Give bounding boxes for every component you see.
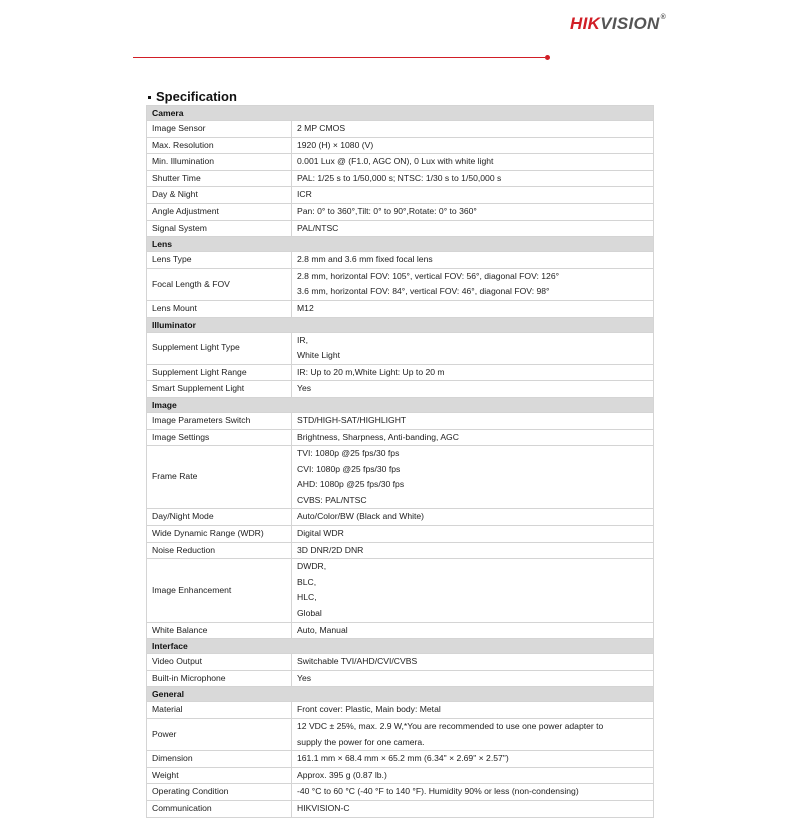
spec-label: Material [147, 702, 292, 719]
spec-value [292, 542, 654, 559]
spec-value [292, 154, 654, 171]
logo-red-text: HIK [570, 14, 601, 33]
spec-value-line: Pan: 0° to 360°,Tilt: 0° to 90°,Rotate: 0° to 360° [297, 205, 477, 216]
spec-row [147, 300, 654, 317]
spec-row [147, 509, 654, 526]
spec-value-line: Auto/Color/BW (Black and White) [297, 511, 425, 522]
spec-row [147, 622, 654, 639]
spec-value-line: 2.8 mm and 3.6 mm fixed focal lens [297, 254, 433, 265]
spec-value [292, 412, 654, 429]
spec-row [147, 429, 654, 446]
spec-label: Built-in Microphone [147, 670, 292, 687]
spec-row [147, 654, 654, 671]
spec-value [292, 364, 654, 381]
spec-value [292, 220, 654, 237]
spec-label: Communication [147, 800, 292, 817]
spec-value-line: CVI: 1080p @25 fps/30 fps [297, 463, 401, 474]
spec-label: Image Enhancement [147, 559, 292, 622]
spec-value [292, 332, 654, 364]
spec-value-line: DWDR, [297, 561, 327, 572]
spec-value-line: 3D DNR/2D DNR [297, 544, 364, 555]
spec-value [292, 429, 654, 446]
spec-row [147, 332, 654, 364]
spec-value-line: AHD: 1080p @25 fps/30 fps [297, 479, 405, 490]
spec-value-line: White Light [297, 350, 340, 361]
spec-label: Angle Adjustment [147, 203, 292, 220]
spec-row [147, 154, 654, 171]
spec-row [147, 670, 654, 687]
spec-value [292, 203, 654, 220]
spec-value-line: M12 [297, 302, 314, 313]
title-bullet [148, 96, 151, 99]
spec-label: White Balance [147, 622, 292, 639]
section-header-row [147, 639, 654, 654]
spec-label: Signal System [147, 220, 292, 237]
spec-row [147, 220, 654, 237]
spec-row [147, 784, 654, 801]
spec-value-line: STD/HIGH-SAT/HIGHLIGHT [297, 414, 407, 425]
spec-label: Video Output [147, 654, 292, 671]
spec-value [292, 784, 654, 801]
spec-row [147, 767, 654, 784]
spec-value [292, 702, 654, 719]
spec-value-line: Digital WDR [297, 528, 344, 539]
spec-label: Day & Night [147, 187, 292, 204]
spec-row [147, 268, 654, 300]
spec-value [292, 446, 654, 509]
spec-value [292, 137, 654, 154]
section-title: Image [147, 397, 654, 412]
spec-row [147, 364, 654, 381]
section-header-row [147, 397, 654, 412]
spec-label: Operating Condition [147, 784, 292, 801]
spec-value [292, 381, 654, 398]
spec-value [292, 268, 654, 300]
spec-row [147, 203, 654, 220]
spec-label: Supplement Light Type [147, 332, 292, 364]
spec-value-line: Approx. 395 g (0.87 lb.) [297, 769, 387, 780]
spec-value-line: supply the power for one camera. [297, 736, 425, 747]
spec-row [147, 137, 654, 154]
spec-value-line: 2.8 mm, horizontal FOV: 105°, vertical FOV: 56°, diagonal FOV: 126° [297, 270, 560, 281]
spec-row [147, 559, 654, 622]
spec-label: Image Settings [147, 429, 292, 446]
section-title: Camera [147, 106, 654, 121]
spec-value [292, 300, 654, 317]
spec-value-line: -40 °C to 60 °C (-40 °F to 140 °F). Humidity 90% or less (non-condensing) [297, 786, 579, 797]
spec-label: Noise Reduction [147, 542, 292, 559]
spec-value-line: 0.001 Lux @ (F1.0, AGC ON), 0 Lux with white light [297, 156, 494, 167]
hikvision-logo [570, 14, 666, 34]
spec-value-line: Switchable TVI/AHD/CVI/CVBS [297, 656, 418, 667]
spec-value-line: 3.6 mm, horizontal FOV: 84°, vertical FOV: 46°, diagonal FOV: 98° [297, 286, 550, 297]
section-title: Lens [147, 237, 654, 252]
spec-row [147, 702, 654, 719]
spec-value-line: Brightness, Sharpness, Anti-banding, AGC [297, 431, 459, 442]
spec-value [292, 800, 654, 817]
spec-label: Frame Rate [147, 446, 292, 509]
spec-value [292, 509, 654, 526]
spec-value-line: Yes [297, 672, 312, 683]
spec-label: Supplement Light Range [147, 364, 292, 381]
spec-value-line: Auto, Manual [297, 624, 348, 635]
spec-label: Power [147, 719, 292, 751]
spec-value-line: PAL: 1/25 s to 1/50,000 s; NTSC: 1/30 s to 1/50,000 s [297, 172, 502, 183]
section-header-row [147, 687, 654, 702]
spec-value [292, 559, 654, 622]
spec-value-line: IR, [297, 334, 308, 345]
spec-value [292, 187, 654, 204]
spec-value [292, 622, 654, 639]
page-title-text: Specification [156, 89, 237, 104]
spec-value [292, 767, 654, 784]
section-title: Illuminator [147, 317, 654, 332]
spec-row [147, 187, 654, 204]
spec-label: Image Parameters Switch [147, 412, 292, 429]
spec-label: Wide Dynamic Range (WDR) [147, 526, 292, 543]
spec-value-line: BLC, [297, 576, 317, 587]
page-title [148, 89, 237, 104]
spec-row [147, 751, 654, 768]
spec-value [292, 751, 654, 768]
section-header-row [147, 106, 654, 121]
spec-label: Shutter Time [147, 170, 292, 187]
specification-table-container [146, 105, 653, 818]
spec-value [292, 654, 654, 671]
spec-row [147, 412, 654, 429]
spec-value-line: 1920 (H) × 1080 (V) [297, 139, 374, 150]
spec-row [147, 446, 654, 509]
spec-label: Lens Type [147, 252, 292, 269]
spec-row [147, 526, 654, 543]
spec-value [292, 526, 654, 543]
spec-label: Smart Supplement Light [147, 381, 292, 398]
spec-value [292, 170, 654, 187]
spec-value [292, 121, 654, 138]
spec-row [147, 121, 654, 138]
specification-table-body [147, 106, 654, 818]
logo-registered-mark: ® [660, 14, 667, 21]
section-header-row [147, 317, 654, 332]
spec-value-line: 161.1 mm × 68.4 mm × 65.2 mm (6.34" × 2.69" × 2.57") [297, 753, 509, 764]
spec-value [292, 252, 654, 269]
spec-label: Max. Resolution [147, 137, 292, 154]
spec-label: Dimension [147, 751, 292, 768]
spec-value-line: HIKVISION-C [297, 802, 350, 813]
header-divider-dot [545, 55, 550, 60]
logo-grey-text: VISION [600, 14, 660, 33]
spec-value-line: Global [297, 608, 322, 619]
spec-value-line: IR: Up to 20 m,White Light: Up to 20 m [297, 366, 445, 377]
spec-value-line: 12 VDC ± 25%, max. 2.9 W,*You are recommended to use one power adapter to [297, 721, 604, 731]
spec-label: Lens Mount [147, 300, 292, 317]
spec-value-line: CVBS: PAL/NTSC [297, 494, 367, 505]
spec-label: Min. Illumination [147, 154, 292, 171]
spec-value-line: Front cover: Plastic, Main body: Metal [297, 704, 441, 715]
specification-table [146, 105, 654, 818]
spec-row [147, 719, 654, 751]
spec-value [292, 670, 654, 687]
section-title: General [147, 687, 654, 702]
spec-row [147, 542, 654, 559]
header-divider-line [133, 57, 545, 58]
spec-row [147, 381, 654, 398]
section-header-row [147, 237, 654, 252]
spec-label: Weight [147, 767, 292, 784]
section-title: Interface [147, 639, 654, 654]
spec-label: Image Sensor [147, 121, 292, 138]
spec-value-line: TVI: 1080p @25 fps/30 fps [297, 448, 400, 459]
spec-row [147, 170, 654, 187]
spec-row [147, 800, 654, 817]
spec-label: Focal Length & FOV [147, 268, 292, 300]
spec-value-line: 2 MP CMOS [297, 123, 346, 133]
spec-value-line: ICR [297, 189, 312, 200]
spec-value-line: HLC, [297, 592, 317, 603]
spec-value [292, 719, 654, 751]
spec-row [147, 252, 654, 269]
spec-label: Day/Night Mode [147, 509, 292, 526]
spec-value-line: PAL/NTSC [297, 222, 339, 233]
spec-value-line: Yes [297, 383, 312, 394]
